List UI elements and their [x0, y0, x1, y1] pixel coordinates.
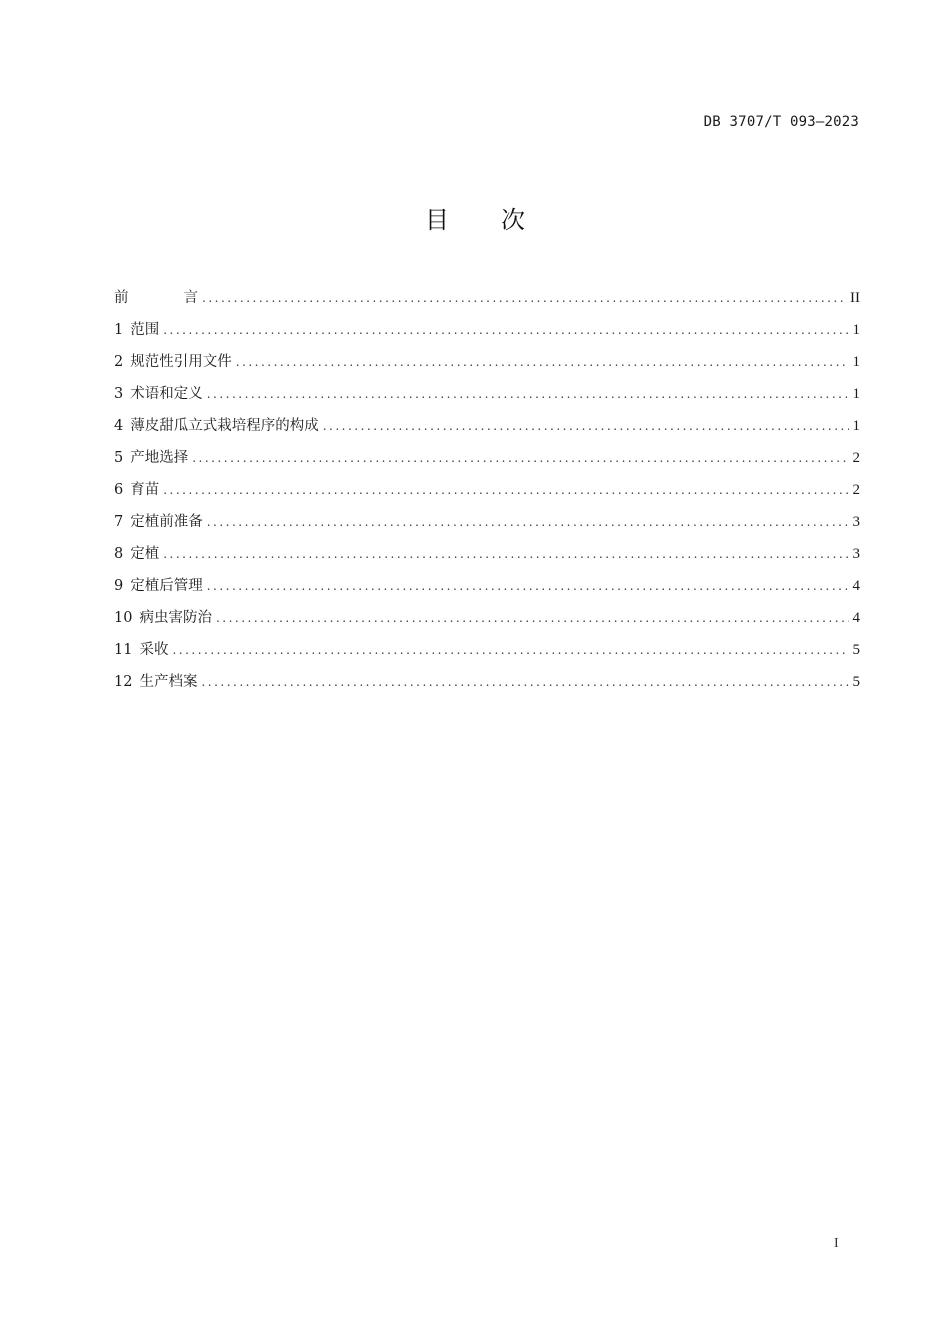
toc-entry-text: 定植后管理 — [130, 578, 203, 594]
toc-entry[interactable] — [114, 670, 860, 702]
toc-dot-leader — [172, 638, 848, 662]
toc-entry-page: 5 — [852, 674, 860, 690]
toc-entry[interactable] — [114, 510, 860, 542]
toc-entry-page: 1 — [852, 322, 860, 338]
toc-entry[interactable] — [114, 382, 860, 414]
toc-preface-part2: 言 — [183, 290, 198, 306]
toc-entry[interactable] — [114, 478, 860, 510]
toc-entry[interactable] — [114, 574, 860, 606]
toc-entry-page: 3 — [852, 546, 860, 562]
toc-entry-label — [114, 350, 236, 374]
toc-entry-page: 2 — [852, 482, 860, 498]
toc-entry-label — [114, 318, 163, 342]
toc-entry-number: 9 — [114, 578, 124, 594]
toc-entry-number: 8 — [114, 546, 124, 562]
toc-entry-page: 5 — [852, 642, 860, 658]
toc-entry-text: 病虫害防治 — [139, 610, 212, 626]
toc-entry-page: 2 — [852, 450, 860, 466]
toc-entry-number: 3 — [114, 386, 124, 402]
toc-dot-leader — [202, 286, 846, 310]
toc-entry-number: 5 — [114, 450, 124, 466]
toc-entry-number: 2 — [114, 354, 124, 370]
toc-dot-leader — [163, 478, 848, 502]
toc-entry-text: 定植前准备 — [130, 514, 203, 530]
toc-dot-leader — [207, 382, 849, 406]
toc-dot-leader — [216, 606, 849, 630]
toc-entry-text: 范围 — [130, 322, 160, 338]
toc-entry-page: 4 — [852, 610, 860, 626]
toc-list — [114, 286, 860, 702]
toc-entry[interactable] — [114, 350, 860, 382]
toc-entry[interactable] — [114, 638, 860, 670]
toc-entry-number: 11 — [114, 642, 133, 658]
toc-entry-label — [114, 382, 207, 406]
toc-dot-leader — [236, 350, 849, 374]
toc-dot-leader — [163, 542, 848, 566]
toc-entry-label — [114, 606, 216, 630]
toc-entry-number: 12 — [114, 674, 133, 690]
toc-entry-page: 3 — [852, 514, 860, 530]
toc-entry-page: 1 — [852, 386, 860, 402]
toc-entry-label — [114, 478, 163, 502]
toc-dot-leader — [207, 574, 849, 598]
toc-entry-label — [114, 670, 201, 694]
toc-entry-text: 育苗 — [130, 482, 160, 498]
document-code: DB 3707/T 093—2023 — [703, 114, 859, 130]
toc-entry-label — [114, 286, 202, 310]
toc-dot-leader — [201, 670, 848, 694]
toc-title — [0, 200, 950, 235]
toc-entry-preface[interactable] — [114, 286, 860, 318]
toc-entry-number: 7 — [114, 514, 124, 530]
toc-entry-label — [114, 638, 172, 662]
toc-dot-leader — [192, 446, 848, 470]
toc-dot-leader — [207, 510, 849, 534]
toc-dot-leader — [323, 414, 849, 438]
toc-preface-part1: 前 — [114, 290, 129, 306]
toc-entry[interactable] — [114, 414, 860, 446]
toc-title-part2: 次 — [501, 206, 525, 234]
toc-entry[interactable] — [114, 318, 860, 350]
toc-entry-text: 薄皮甜瓜立式栽培程序的构成 — [130, 418, 319, 434]
toc-entry-number: 6 — [114, 482, 124, 498]
toc-entry[interactable] — [114, 606, 860, 638]
toc-entry-number: 10 — [114, 610, 133, 626]
page-number: I — [834, 1236, 839, 1251]
toc-entry-page: 1 — [852, 418, 860, 434]
toc-entry-text: 产地选择 — [130, 450, 189, 466]
toc-entry-text: 规范性引用文件 — [130, 354, 232, 370]
toc-entry-label — [114, 446, 192, 470]
toc-entry-text: 定植 — [130, 546, 160, 562]
toc-entry-text: 采收 — [139, 642, 169, 658]
toc-entry-page: 1 — [852, 354, 860, 370]
toc-entry[interactable] — [114, 542, 860, 574]
toc-entry-page: II — [850, 290, 860, 306]
toc-entry-label — [114, 542, 163, 566]
toc-title-part1: 目 — [425, 206, 449, 234]
toc-entry-text: 术语和定义 — [130, 386, 203, 402]
toc-entry-number: 4 — [114, 418, 124, 434]
toc-dot-leader — [163, 318, 848, 342]
toc-entry-label — [114, 510, 207, 534]
toc-entry-label — [114, 574, 207, 598]
toc-entry-page: 4 — [852, 578, 860, 594]
toc-entry-text: 生产档案 — [139, 674, 198, 690]
toc-entry[interactable] — [114, 446, 860, 478]
toc-entry-number: 1 — [114, 322, 124, 338]
toc-entry-label — [114, 414, 323, 438]
